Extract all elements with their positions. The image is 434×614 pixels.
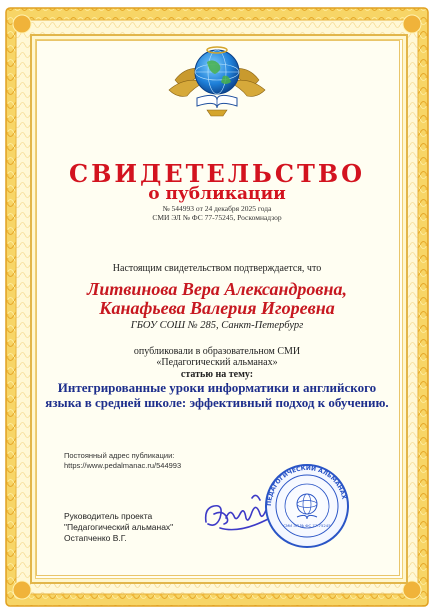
stamp-text: ПЕДАГОГИЧЕСКИЙ АЛЬМАНАХ — [265, 464, 348, 507]
school-name: ГБОУ СОШ № 285, Санкт-Петербург — [130, 320, 304, 331]
smi-registration: СМИ ЭЛ № ФС 77-75245, Роскомнадзор — [152, 213, 282, 222]
globe-emblem-icon — [167, 40, 267, 120]
certificate-title: СВИДЕТЕЛЬСТВО — [68, 159, 366, 188]
author-name-2: Канафьева Валерия Игоревна — [99, 298, 335, 318]
certificate-subtitle: о публикации — [148, 184, 286, 204]
manager-project: "Педагогический альманах" — [64, 522, 174, 532]
manager-title: Руководитель проекта — [64, 511, 153, 521]
work-title: Интегрированные уроки информатики и английского языка в средней школе: эффективный подход к обучению. — [45, 380, 389, 410]
confirmation-text: Настоящим свидетельством подтверждается, что — [112, 263, 322, 274]
certificate-number: № 544993 от 24 декабря 2025 года — [162, 204, 272, 213]
published-text: опубликовали в образовательном СМИ — [133, 346, 301, 357]
official-stamp-icon — [264, 463, 350, 549]
manager-name: Остапченко В.Г. — [64, 533, 127, 543]
stamp-code: СМИ ЭЛ № ФС 77-75245 — [283, 523, 331, 528]
topic-label: статью на тему: — [180, 369, 254, 380]
address-label: Постоянный адрес публикации: — [64, 451, 175, 460]
almanac-name: «Педагогический альманах» — [156, 357, 278, 368]
author-name-1: Литвинова Вера Александровна, — [87, 279, 347, 299]
publication-url[interactable]: https://www.pedalmanac.ru/544993 — [64, 461, 182, 470]
